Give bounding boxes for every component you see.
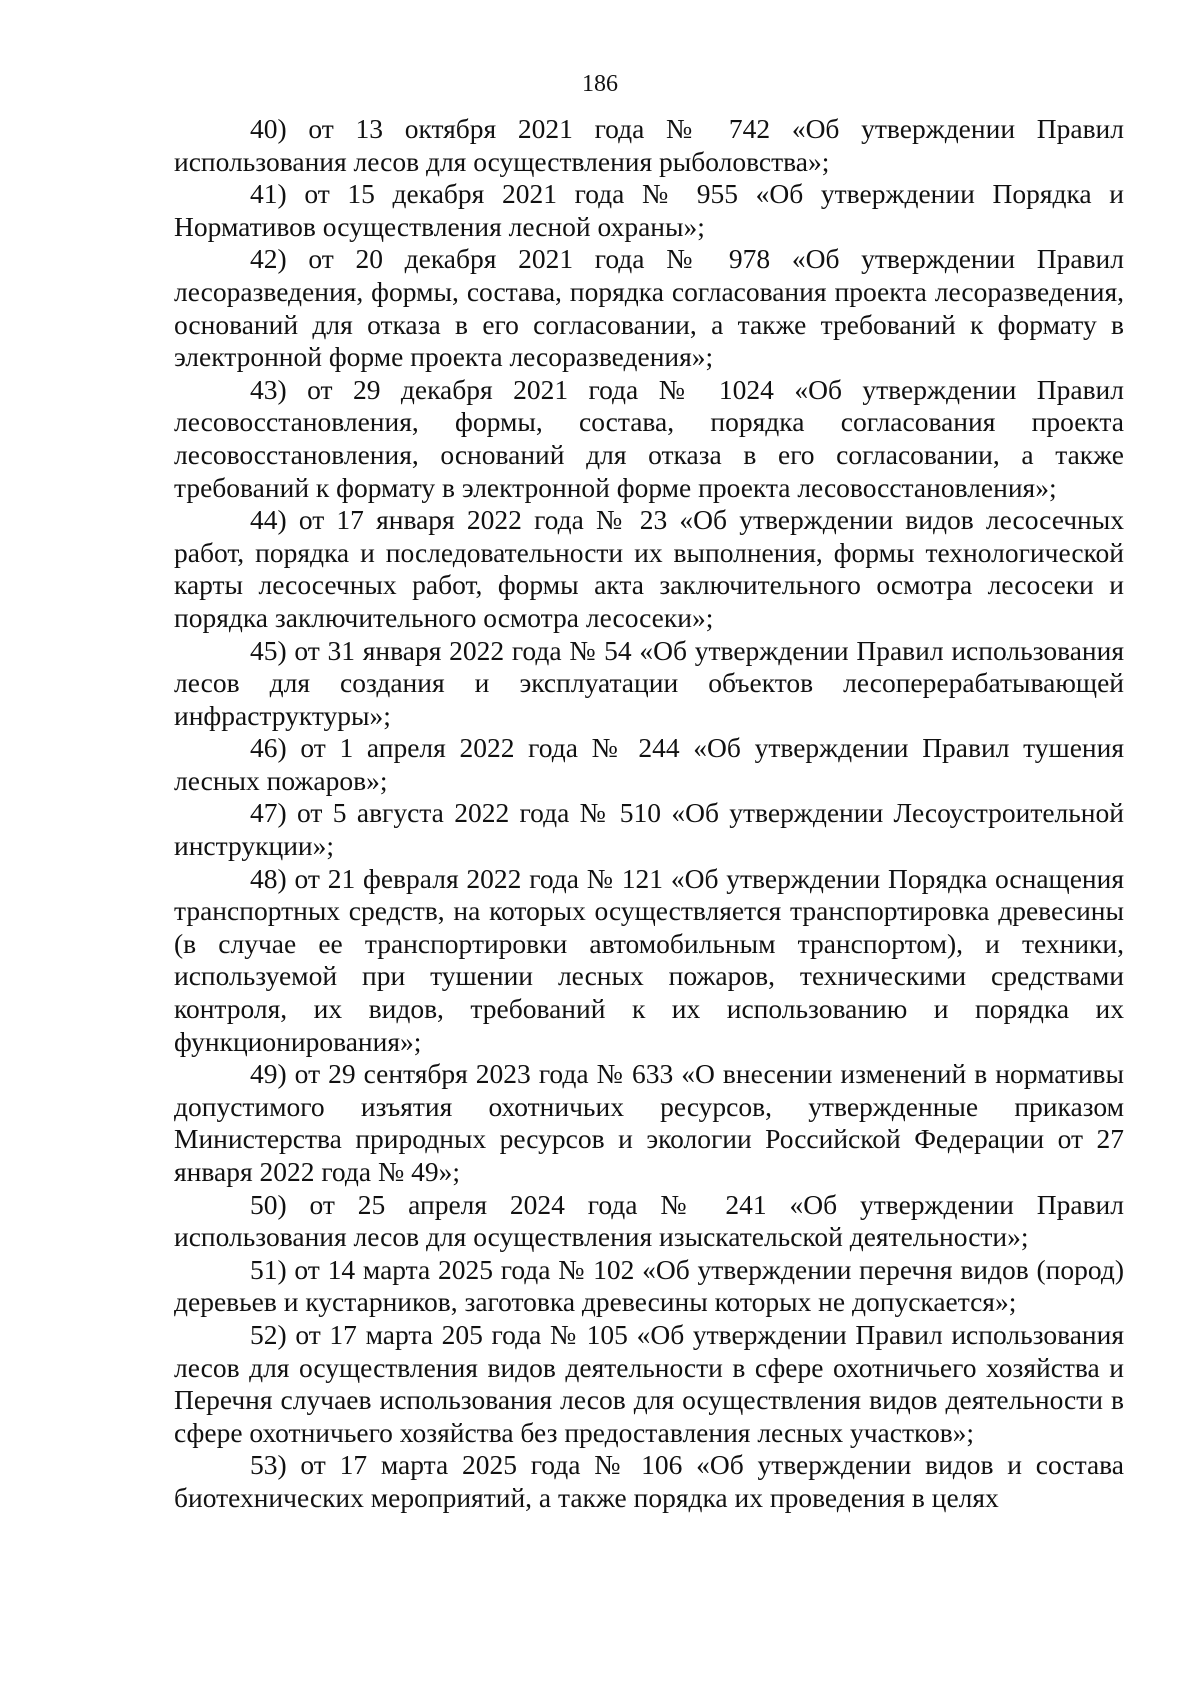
- list-item: 43) от 29 декабря 2021 года № 1024 «Об утверждении Правил лесовосстановления, формы, состава, порядка согласования проекта лесовосстановления, оснований для отказа в его согласовании, а также требований к формату в электронной форме проекта лесовосстановления»;: [174, 373, 1124, 503]
- list-item: 47) от 5 августа 2022 года № 510 «Об утверждении Лесоустроительной инструкции»;: [174, 797, 1124, 862]
- list-item: 48) от 21 февраля 2022 года № 121 «Об утверждении Порядка оснащения транспортных средств, на которых осуществляется транспортировка древесины (в случае ее транспортировки автомобильным транспортом), и техники, используемой при тушении лесных пожаров, техническими средствами контроля, их видов, требований к их использованию и порядка их функционирования»;: [174, 862, 1124, 1057]
- list-item: 50) от 25 апреля 2024 года № 241 «Об утверждении Правил использования лесов для осуществления изыскательской деятельности»;: [174, 1188, 1124, 1253]
- list-item: 40) от 13 октября 2021 года № 742 «Об утверждении Правил использования лесов для осуществления рыболовства»;: [174, 113, 1124, 177]
- list-item: 44) от 17 января 2022 года № 23 «Об утверждении видов лесосечных работ, порядка и последовательности их выполнения, формы технологической карты лесосечных работ, формы акта заключительного осмотра лесосеки и порядка заключительного осмотра лесосеки»;: [174, 504, 1124, 633]
- list-item: 53) от 17 марта 2025 года № 106 «Об утверждении видов и состава биотехнических мероприятий, а также порядка их проведения в целях: [174, 1449, 1124, 1513]
- list-item: 49) от 29 сентября 2023 года № 633 «О внесении изменений в нормативы допустимого изъятия охотничьих ресурсов, утвержденные приказом Министерства природных ресурсов и экологии Российской Федерации от 27 января 2022 года № 49»;: [174, 1058, 1124, 1187]
- list-item: 42) от 20 декабря 2021 года № 978 «Об утверждении Правил лесоразведения, формы, состава, порядка согласования проекта лесоразведения, оснований для отказа в его согласовании, а также требований к формату в электронной форме проекта лесоразведения»;: [174, 243, 1124, 373]
- document-body: [174, 113, 1124, 1515]
- list-item: 41) от 15 декабря 2021 года № 955 «Об утверждении Порядка и Нормативов осуществления лесной охраны»;: [174, 178, 1124, 242]
- list-item: 46) от 1 апреля 2022 года № 244 «Об утверждении Правил тушения лесных пожаров»;: [174, 732, 1124, 796]
- list-item: 51) от 14 марта 2025 года № 102 «Об утверждении перечня видов (пород) деревьев и кустарников, заготовка древесины которых не допускается»;: [174, 1253, 1124, 1318]
- list-item: 45) от 31 января 2022 года № 54 «Об утверждении Правил использования лесов для создания и эксплуатации объектов лесоперерабатывающей инфраструктуры»;: [174, 634, 1124, 731]
- list-item: 52) от 17 марта 205 года № 105 «Об утверждении Правил использования лесов для осуществления видов деятельности в сфере охотничьего хозяйства и Перечня случаев использования лесов для осуществления видов деятельности в сфере охотничьего хозяйства без предоставления лесных участков»;: [174, 1318, 1124, 1448]
- page-number: 186: [582, 71, 618, 97]
